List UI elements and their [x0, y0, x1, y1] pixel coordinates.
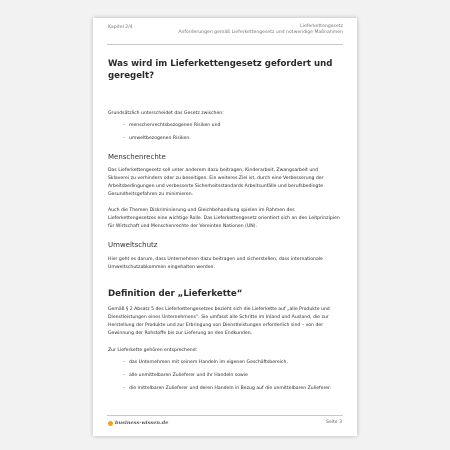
- supply-chain-list: [108, 359, 340, 398]
- subsection-title-environment: Umweltschutz: [108, 241, 158, 249]
- running-header: [178, 24, 343, 36]
- list-item: - die mittelbaren Zulieferer und deren Handeln in Bezug auf die unmittelbaren Zulieferer.: [108, 385, 340, 393]
- site-logo[interactable]: [108, 420, 168, 426]
- logo-text: business-wissen.de: [115, 420, 169, 426]
- list-item: - umweltbezogenen Risiken.: [108, 135, 340, 143]
- list-item: - alle unmittelbaren Zulieferer und ihr Handeln sowie: [108, 372, 340, 380]
- running-header-title: Lieferkettengesetz: [300, 24, 343, 29]
- paragraph: Zur Lieferkette gehören entsprechend:: [108, 348, 198, 353]
- subsection-title-human-rights: Menschenrechte: [108, 153, 166, 161]
- logo-dot-icon: [108, 421, 113, 426]
- section-title-definition: Definition der „Lieferkette“: [108, 289, 243, 299]
- risk-list: [108, 122, 340, 148]
- paragraph: Das Lieferkettengesetz soll unter anderem dazu beitragen, Kinderarbeit, Zwangsarbeit und Sklaverei zu verhindern oder zu beseitigen. Ein weiteres Ziel ist, durch eine Verbesserung der Arbeitsbedingungen und verbesserte Sicherheitsstandards Arbeitsunfälle und berufsbedingte Gesundheitsgefahren zu minimieren.: [108, 168, 324, 197]
- list-item: - das Unternehmen mit seinem Handeln im eigenen Geschäftsbereich,: [108, 359, 340, 367]
- footer-divider: [107, 415, 343, 416]
- paragraph: Auch die Themen Diskriminierung und Gleichbehandlung spielen im Rahmen des Lieferkettengesetzes eine wichtige Rolle. Das Lieferkettengesetz orientiert sich an den Leitprinzipien für Wirtschaft und Menschenrechte der Vereinten Nationen (UN).: [108, 208, 340, 229]
- chapter-label: Kapitel 2/4: [108, 25, 133, 30]
- paragraph: Hier geht es darum, dass Unternehmen dazu beitragen und sicherstellen, dass internationale Umweltschutzabkommen eingehalten werden.: [108, 257, 323, 270]
- running-header-subtitle: Anforderungen gemäß Lieferkettengesetz und notwendige Maßnahmen: [178, 30, 343, 35]
- section-title-requirements: Was wird im Lieferkettengesetz gefordert und geregelt?: [108, 59, 333, 81]
- document-page: [93, 18, 357, 436]
- section-intro: Grundsätzlich unterscheidet das Gesetz zwischen:: [108, 111, 224, 116]
- list-item: - menschenrechtsbezogenen Risiken und: [108, 122, 340, 130]
- paragraph: Gemäß § 2 Absatz 5 des Lieferkettengesetzes bezieht sich die Lieferkette auf „alle Produkte und Dienstleistungen eines Unternehmens“. Sie umfasst alle Schritte im Inland und Ausland, die zur Herstellung der Produkte und zur Erbringung von Dienstleistungen erforderlich sind – von der Gewinnung der Rohstoffe bis zur Lieferung an den Endkunden.: [108, 307, 330, 336]
- header-divider: [107, 44, 343, 45]
- page-number: Seite 3: [325, 420, 342, 425]
